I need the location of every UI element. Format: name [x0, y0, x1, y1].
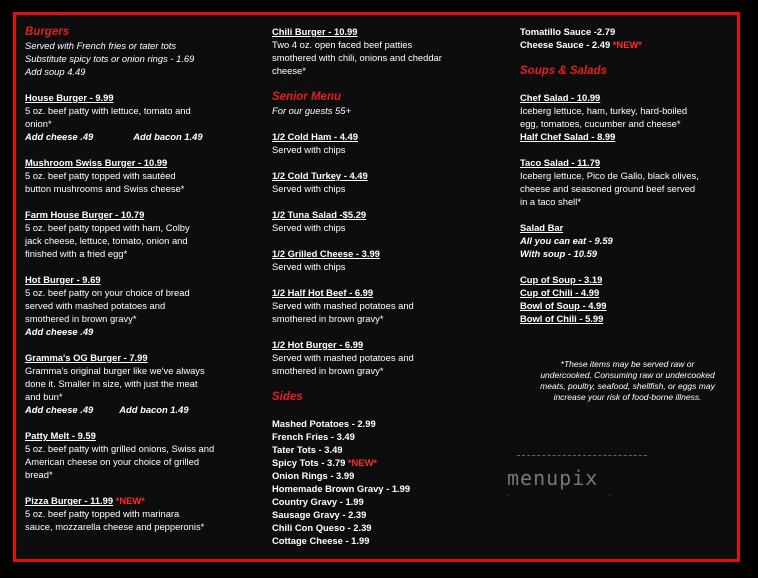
senior-item: 1/2 Cold Ham - 4.49: [272, 131, 358, 142]
item-taco-salad: Taco Salad - 11.79: [520, 157, 601, 168]
item-house-burger: House Burger - 9.99: [25, 92, 114, 103]
item-desc: 5 oz. beef patty topped with ham, Colby: [25, 222, 190, 233]
item-desc: sauce, mozzarella cheese and pepperonis*: [25, 521, 205, 532]
soup-cup-item: Cup of Soup - 3.19: [520, 274, 603, 285]
burgers-intro: Substitute spicy tots or onion rings - 1.69: [25, 53, 195, 64]
item-desc: Served with chips: [272, 261, 346, 272]
item-desc: Served with chips: [272, 222, 346, 233]
item-desc: smothered with chili, onions and cheddar: [272, 52, 442, 63]
item-desc: Iceberg lettuce, ham, turkey, hard-boiled: [520, 105, 688, 116]
senior-item: 1/2 Hot Burger - 6.99: [272, 339, 364, 350]
item-desc: in a taco shell*: [520, 196, 581, 207]
side-item: Onion Rings - 3.99: [272, 470, 355, 481]
raw-food-disclaimer: *These items may be served raw or undercooked. Consuming raw or undercooked meats, poultry, seafood, shellfish, or eggs may increase your risk of food-borne illness.: [540, 359, 715, 402]
senior-subtitle: For our guests 55+: [272, 105, 351, 116]
item-patty-melt: Patty Melt - 9.59: [25, 430, 96, 441]
senior-item: 1/2 Tuna Salad -$5.29: [272, 209, 367, 220]
item-desc: 5 oz. beef patty with lettuce, tomato and: [25, 105, 191, 116]
senior-heading: Senior Menu: [272, 91, 342, 103]
item-desc: All you can eat - 9.59: [520, 235, 613, 246]
soup-cup-item: Bowl of Chili - 5.99: [520, 313, 604, 324]
soup-cup-item: Bowl of Soup - 4.99: [520, 300, 607, 311]
sauce-item: Tomatillo Sauce -2.79: [520, 26, 616, 37]
column-burgers: [25, 25, 255, 533]
item-desc: and bun*: [25, 391, 63, 402]
item-half-chef: Half Chef Salad - 8.99: [520, 131, 616, 142]
item-desc: finished with a fried egg*: [25, 248, 128, 259]
item-desc: American cheese on your choice of grilled: [25, 456, 200, 467]
item-desc: served with mashed potatoes and: [25, 300, 166, 311]
item-desc: smothered in brown gravy*: [25, 313, 137, 324]
column-senior-sides: [272, 25, 504, 547]
item-hot-burger: Hot Burger - 9.69: [25, 274, 101, 285]
burgers-intro: Add soup 4.49: [25, 66, 86, 77]
item-grammas-og: Gramma's OG Burger - 7.99: [25, 352, 148, 363]
item-desc: cheese*: [272, 65, 306, 76]
item-desc: With soup - 10.59: [520, 248, 598, 259]
item-desc: smothered in brown gravy*: [272, 365, 384, 376]
menupix-watermark: menupix · ·: [507, 455, 667, 515]
side-item: Homemade Brown Gravy - 1.99: [272, 483, 411, 494]
new-badge: *NEW*: [347, 457, 378, 468]
item-pizza-burger: Pizza Burger - 11.99 *NEW*: [25, 495, 145, 506]
item-desc: 5 oz. beef patty topped with marinara: [25, 508, 180, 519]
sides-heading: Sides: [272, 391, 303, 403]
addons: Add cheese .49 Add bacon 1.49: [25, 404, 189, 415]
column-soups-salads: [520, 25, 735, 403]
item-desc: Served with mashed potatoes and: [272, 300, 414, 311]
burgers-heading: Burgers: [25, 26, 70, 38]
item-chili-burger: Chili Burger - 10.99: [272, 26, 358, 37]
side-item: Tater Tots - 3.49: [272, 444, 343, 455]
senior-item: 1/2 Grilled Cheese - 3.99: [272, 248, 380, 259]
item-desc: cheese and seasoned ground beef served: [520, 183, 696, 194]
new-badge: *NEW*: [612, 39, 642, 50]
item-desc: 5 oz. beef patty on your choice of bread: [25, 287, 190, 298]
soups-heading: Soups & Salads: [520, 65, 607, 77]
item-desc: Gramma's original burger like we've always: [25, 365, 205, 376]
side-item: Sausage Gravy - 2.39: [272, 509, 367, 520]
new-badge: *NEW*: [115, 495, 145, 506]
item-desc: egg, tomatoes, cucumber and cheese*: [520, 118, 681, 129]
item-desc: Served with mashed potatoes and: [272, 352, 414, 363]
side-item: Mashed Potatoes - 2.99: [272, 418, 376, 429]
item-desc: Two 4 oz. open faced beef patties: [272, 39, 413, 50]
item-mushroom-swiss: Mushroom Swiss Burger - 10.99: [25, 157, 168, 168]
item-farm-house: Farm House Burger - 10.79: [25, 209, 145, 220]
soup-cup-item: Cup of Chili - 4.99: [520, 287, 600, 298]
senior-item: 1/2 Half Hot Beef - 6.99: [272, 287, 374, 298]
item-desc: onion*: [25, 118, 52, 129]
burgers-intro: Served with French fries or tater tots: [25, 40, 177, 51]
item-desc: bread*: [25, 469, 53, 480]
addons: Add cheese .49 Add bacon 1.49: [25, 131, 203, 142]
item-desc: 5 oz. beef patty topped with sautéed: [25, 170, 176, 181]
addons: Add cheese .49: [25, 326, 94, 337]
side-item: Spicy Tots - 3.79 *NEW*: [272, 457, 378, 468]
senior-item: 1/2 Cold Turkey - 4.49: [272, 170, 368, 181]
item-desc: jack cheese, lettuce, tomato, onion and: [25, 235, 188, 246]
side-item: Chili Con Queso - 2.39: [272, 522, 372, 533]
side-item: French Fries - 3.49: [272, 431, 355, 442]
side-item: Country Gravy - 1.99: [272, 496, 364, 507]
side-item: Cottage Cheese - 1.99: [272, 535, 370, 546]
item-desc: button mushrooms and Swiss cheese*: [25, 183, 185, 194]
item-salad-bar: Salad Bar: [520, 222, 564, 233]
item-chef-salad: Chef Salad - 10.99: [520, 92, 601, 103]
item-desc: Served with chips: [272, 144, 346, 155]
item-desc: Served with chips: [272, 183, 346, 194]
sauce-item: Cheese Sauce - 2.49 *NEW*: [520, 39, 642, 50]
item-desc: 5 oz. beef patty with grilled onions, Swiss and: [25, 443, 215, 454]
item-desc: Iceberg lettuce, Pico de Gallo, black olives,: [520, 170, 699, 181]
item-desc: smothered in brown gravy*: [272, 313, 384, 324]
item-desc: done it. Smaller in size, with just the meat: [25, 378, 198, 389]
